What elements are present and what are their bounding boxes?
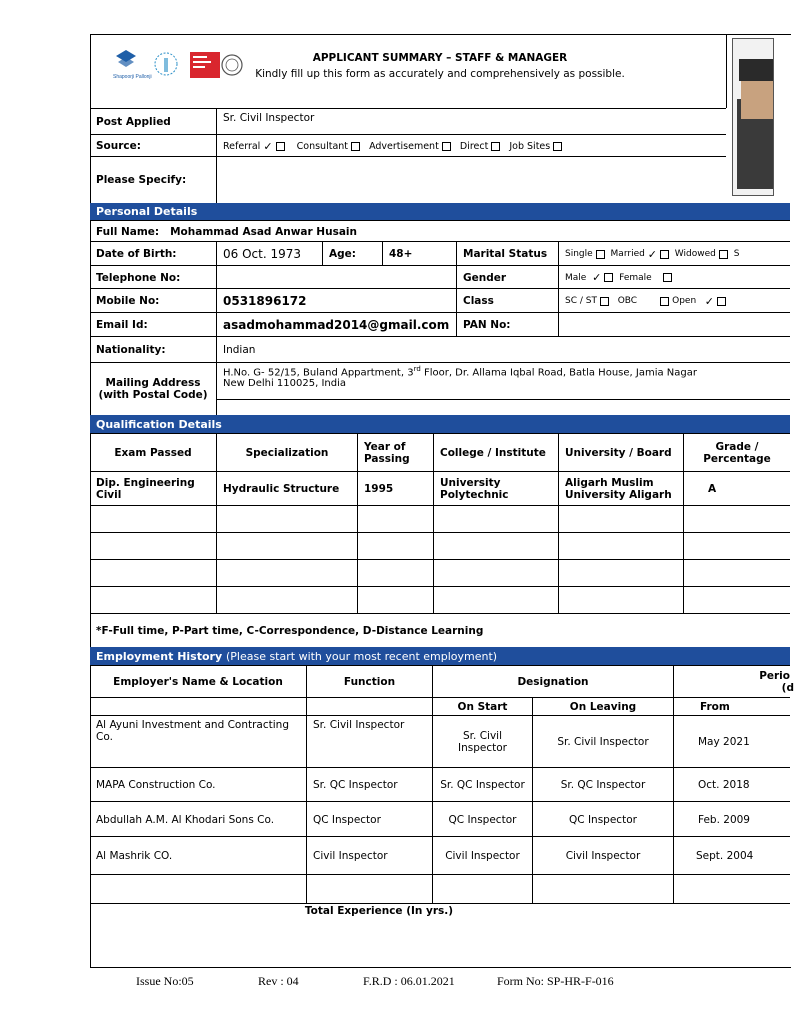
form-subtitle: Kindly fill up this form as accurately and comprehensively as possible. [255,68,625,80]
year-cell[interactable] [357,587,433,614]
subheader-blank [90,698,306,716]
university-cell[interactable] [558,533,683,560]
exam-cell[interactable] [90,560,216,587]
telephone-field[interactable] [216,266,456,289]
col-university: University / Board [558,434,683,472]
age-field[interactable]: 48+ [382,242,456,266]
col-on-leaving: On Leaving [532,698,673,716]
col-function: Function [306,666,432,698]
col-period [673,666,794,698]
col-specialization: Specialization [216,434,357,472]
on-start-cell[interactable]: QC Inspector [432,802,532,837]
from-cell[interactable] [673,875,790,904]
source-options [216,135,726,157]
col-period-line1: Perio [759,670,790,682]
employer-cell[interactable]: Al Ayuni Investment and Contracting Co. [96,719,289,743]
specialization-cell[interactable] [216,560,357,587]
checkbox-icon[interactable] [600,297,609,306]
source-direct[interactable]: Direct [459,140,489,152]
qualification-row [90,532,790,560]
address-divider [216,399,790,400]
address-superscript: rd [413,365,421,373]
please-specify-field[interactable] [216,157,726,203]
mailing-address-label-line1: Mailing Address [105,377,201,389]
grade-cell[interactable] [683,533,790,560]
from-cell[interactable]: May 2021 [673,716,790,768]
class-open[interactable]: Open [672,296,697,306]
class-obc[interactable]: OBC [617,296,638,306]
pan-field[interactable] [558,313,790,337]
exam-cell[interactable] [90,506,216,533]
from-cell[interactable]: Oct. 2018 [673,768,790,802]
checkbox-icon[interactable] [660,297,669,306]
grade-cell[interactable]: A [683,472,790,506]
grade-cell[interactable] [683,506,790,533]
employment-heading-note: (Please start with your most recent employment) [225,649,498,663]
mobile-label: Mobile No: [96,295,160,307]
qualification-row [90,559,790,587]
employer-cell[interactable]: Al Mashrik CO. [96,850,173,862]
col-employer: Employer's Name & Location [113,676,283,688]
function-cell[interactable] [306,875,432,904]
specialization-cell[interactable]: Hydraulic Structure [216,472,357,506]
check-mark-icon: ✓ [647,247,657,261]
col-period-line2: (d [781,682,794,694]
employment-heading [90,647,790,665]
source-label-text: Source: [96,140,141,152]
gender-female[interactable]: Female [619,272,652,283]
address-line-1-part1: H.No. G- 52/15, Buland Appartment, 3 [223,367,414,379]
exam-cell[interactable] [90,587,216,614]
marital-status-label: Marital Status [456,242,558,266]
col-designation: Designation [432,666,673,698]
on-start-cell[interactable]: Sr. QC Inspector [432,768,532,802]
from-cell[interactable]: Feb. 2009 [673,802,790,837]
marital-single[interactable]: Single [565,249,593,259]
class-sc-st[interactable]: SC / ST [565,296,597,306]
on-start-cell[interactable]: Civil Inspector [432,837,532,875]
address-line-1 [223,365,697,378]
photo-image [733,39,773,195]
specialization-cell[interactable] [216,587,357,614]
function-cell[interactable]: QC Inspector [306,802,432,837]
college-cell[interactable]: University Polytechnic [433,472,558,506]
employer-cell[interactable] [90,875,306,904]
checkbox-icon[interactable] [491,142,500,151]
on-leaving-cell[interactable]: QC Inspector [532,802,673,837]
marital-other[interactable]: S [733,249,740,259]
source-consultant[interactable]: Consultant [296,140,349,152]
gender-options [558,266,790,289]
total-experience-label: Total Experience (In yrs.) [304,905,454,917]
year-cell[interactable] [357,533,433,560]
on-leaving-cell[interactable]: Sr. Civil Inspector [532,716,673,768]
nationality-field[interactable]: Indian [216,337,790,363]
employment-row [90,836,790,875]
gender-label: Gender [456,266,558,289]
footer-rev: Rev : 04 [258,974,299,988]
full-name-row [90,221,790,242]
subheader-blank [306,698,432,716]
post-applied-label: Post Applied [96,116,171,128]
address-line-2: New Delhi 110025, India [223,378,346,390]
nationality-label: Nationality: [96,344,166,356]
mailing-address-label-line2: (with Postal Code) [98,389,208,401]
form-title: APPLICANT SUMMARY – STAFF & MANAGER [312,52,568,64]
year-cell[interactable] [357,560,433,587]
on-leaving-cell[interactable]: Civil Inspector [532,837,673,875]
age-label: Age: [322,242,382,266]
marital-married[interactable]: Married [610,249,645,259]
col-from: From [673,698,790,716]
mobile-field[interactable]: 0531896172 [216,289,456,313]
col-grade: Grade / Percentage [683,434,790,472]
on-start-cell[interactable] [432,875,532,904]
source-job-sites[interactable]: Job Sites [509,140,551,152]
exam-cell[interactable] [90,533,216,560]
specialization-cell[interactable] [216,533,357,560]
on-start-cell[interactable]: Sr. Civil Inspector [432,716,532,768]
employment-heading-text: Employment History [96,649,223,663]
dob-field[interactable]: 06 Oct. 1973 [216,242,322,266]
university-cell[interactable] [558,506,683,533]
study-mode-note: *F-Full time, P-Part time, C-Correspondence, D-Distance Learning [96,625,484,637]
source-referral[interactable]: Referral [223,140,261,152]
col-on-start: On Start [432,698,532,716]
year-cell[interactable]: 1995 [357,472,433,506]
employment-row [90,801,790,837]
on-leaving-cell[interactable]: Sr. QC Inspector [532,768,673,802]
check-mark-icon: ✓ [263,139,273,153]
col-year: Year of Passing [357,434,433,472]
email-label: Email Id: [96,319,148,331]
checkbox-icon[interactable] [351,142,360,151]
university-cell[interactable] [558,560,683,587]
marital-widowed[interactable]: Widowed [674,249,716,259]
class-options [558,289,790,313]
footer-frd: F.R.D : 06.01.2021 [363,974,455,988]
full-name-label: Full Name: [96,225,160,238]
checkbox-icon[interactable] [276,142,285,151]
year-cell[interactable] [357,506,433,533]
function-cell[interactable]: Civil Inspector [306,837,432,875]
checkbox-icon[interactable] [596,250,605,259]
checkbox-icon[interactable] [660,250,669,259]
shapoorji-logo [113,50,152,80]
university-cell[interactable]: Aligarh Muslim University Aligarh [558,472,683,506]
marital-status-options [558,242,790,266]
address-line-1-part2: Floor, Dr. Allama Iqbal Road, Batla House, Jamia Nagar [420,367,697,379]
telephone-label: Telephone No: [96,271,181,284]
exam-cell[interactable]: Dip. Engineering Civil [96,477,195,501]
college-cell[interactable] [433,506,558,533]
pan-label: PAN No: [456,313,558,337]
post-applied-field[interactable]: Sr. Civil Inspector [216,109,726,135]
college-cell[interactable] [433,560,558,587]
footer-issue: Issue No:05 [136,974,194,988]
function-cell[interactable]: Sr. QC Inspector [306,768,432,802]
qualification-heading: Qualification Details [90,415,790,433]
employment-row [90,767,790,802]
checkbox-icon[interactable] [604,273,613,282]
certification-logo [190,52,242,78]
source-label [90,135,216,157]
university-cell[interactable] [558,587,683,614]
svg-text:Shapoorji Pallonji: Shapoorji Pallonji [113,74,152,80]
email-field[interactable]: asadmohammad2014@gmail.com [216,313,456,337]
on-leaving-cell[interactable] [532,875,673,904]
check-mark-icon: ✓ [592,271,602,284]
checkbox-icon[interactable] [442,142,451,151]
employment-row [90,874,790,904]
specialization-cell[interactable] [216,506,357,533]
dob-label: Date of Birth: [96,248,177,260]
col-exam-passed: Exam Passed [114,447,192,459]
employer-cell[interactable]: Abdullah A.M. Al Khodari Sons Co. [96,813,275,826]
qualification-row [90,471,790,506]
please-specify-label: Please Specify: [96,174,187,186]
employment-row [90,715,790,768]
checkbox-icon[interactable] [717,297,726,306]
class-label: Class [456,289,558,313]
col-college: College / Institute [433,434,558,472]
applicant-photo [732,38,774,196]
employer-cell[interactable]: MAPA Construction Co. [96,779,216,791]
from-cell[interactable]: Sept. 2004 [673,837,790,875]
checkbox-icon[interactable] [553,142,562,151]
checkbox-icon[interactable] [663,273,672,282]
emblem-logo [155,53,177,75]
gender-male[interactable]: Male [565,272,587,283]
function-cell[interactable]: Sr. Civil Inspector [306,716,432,768]
mailing-address-field[interactable] [216,363,790,415]
footer-form-no: Form No: SP-HR-F-016 [497,974,614,988]
college-cell[interactable] [433,587,558,614]
check-mark-icon: ✓ [704,294,714,308]
grade-cell[interactable] [683,587,790,614]
mailing-address-label [90,363,216,415]
checkbox-icon[interactable] [719,250,728,259]
college-cell[interactable] [433,533,558,560]
qualification-row [90,505,790,533]
grade-cell[interactable] [683,560,790,587]
qualification-row [90,586,790,614]
source-advertisement[interactable]: Advertisement [369,140,439,152]
full-name-value[interactable]: Mohammad Asad Anwar Husain [170,225,357,238]
personal-details-heading: Personal Details [90,203,790,220]
